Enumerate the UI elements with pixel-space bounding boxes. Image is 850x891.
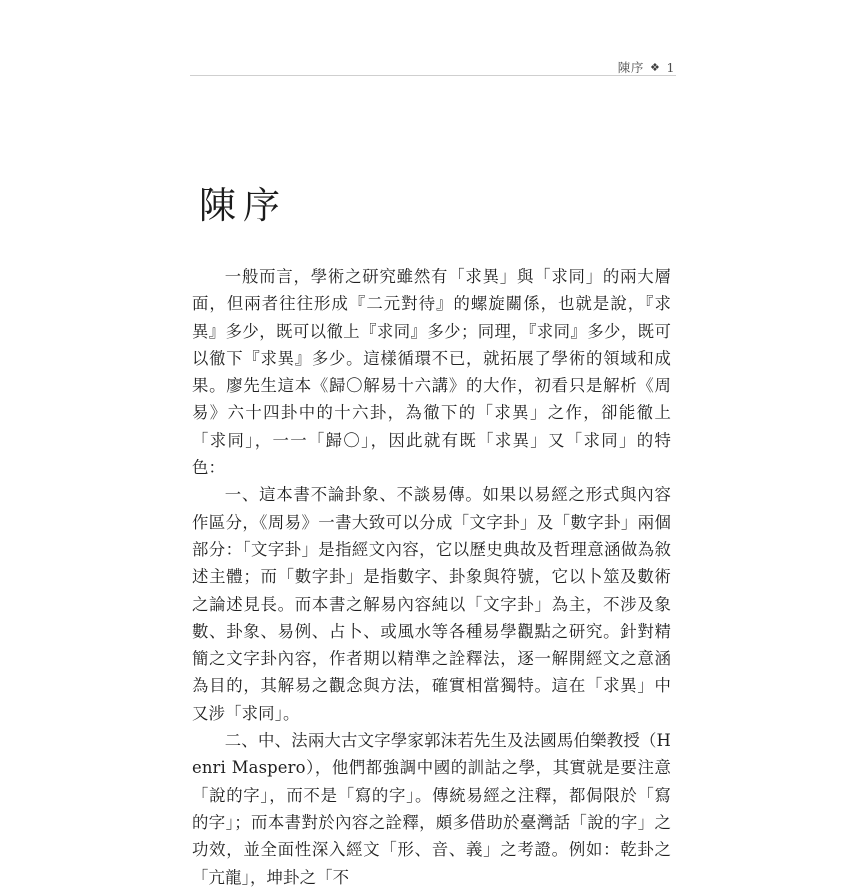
header-divider [190,75,676,76]
running-header [190,50,675,76]
page-number: 1 [666,59,675,75]
body-text [192,263,671,891]
paragraph: 一、這本書不論卦象、不談易傳。如果以易經之形式與內容作區分，《周易》一書大致可以分成「文字卦」及「數字卦」兩個部分：「文字卦」是指經文內容，它以歷史典故及哲理意涵做為敘述主體；而「數字卦」是指數字、卦象與符號，它以卜筮及數術之論述見長。而本書之解易內容純以「文字卦」為主，不涉及象數、卦象、易例、占卜、或風水等各種易學觀點之研究。針對精簡之文字卦內容，作者期以精準之詮釋法，逐一解開經文之意涵為目的，其解易之觀念與方法，確實相當獨特。這在「求異」中又涉「求同」。 [192,485,671,723]
page-title: 陳序 [199,183,287,227]
paragraph: 一般而言，學術之研究雖然有「求異」與「求同」的兩大層面，但兩者往往形成『二元對待』的螺旋關係，也就是說，『求異』多少，既可以徹上『求同』多少；同理，『求同』多少，既可以徹下『求異』多少。這樣循環不已，就拓展了學術的領域和成果。廖先生這本《歸〇解易十六講》的大作，初看只是解析《周易》六十四卦中的十六卦，為徹下的「求異」之作，卻能徹上「求同」，一一「歸〇」，因此就有既「求異」又「求同」的特色： [192,267,671,478]
running-header-title: 陳序 [617,59,644,75]
floret-ornament-icon: ❖ [649,61,661,74]
paragraph: 二、中、法兩大古文字學家郭沫若先生及法國馬伯樂教授（Henri Maspero），他們都強調中國的訓詁之學，其實就是要注意「說的字」，而不是「寫的字」。傳統易經之注釋，都侷限於「寫的字」；而本書對於內容之詮釋，頗多借助於臺灣話「說的字」之功效，並全面性深入經文「形、音、義」之考證。例如：乾卦之「亢龍」，坤卦之「不 [192,731,671,887]
